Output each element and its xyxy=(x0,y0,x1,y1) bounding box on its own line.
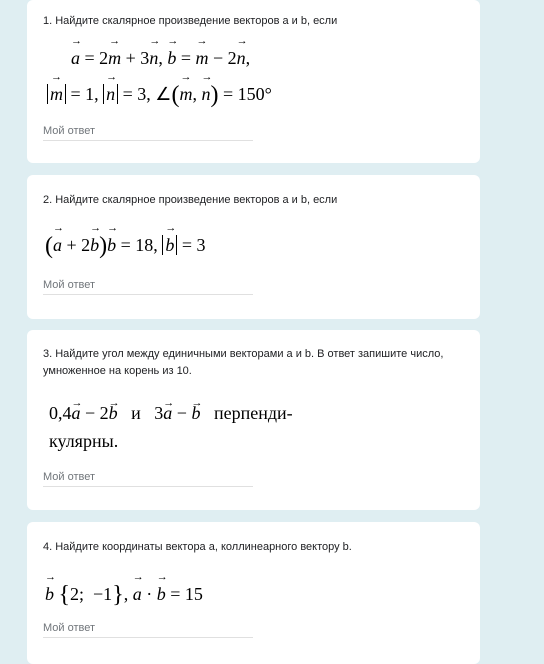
question-card-4 xyxy=(27,522,480,664)
question-formula: (→ a + 2→ b)→ b = 18, → b = 3 xyxy=(45,235,205,256)
question-card-1 xyxy=(27,0,480,163)
question-formula: → m = 1, → n = 3, ∠(→ m, → n) = 150° xyxy=(47,84,272,105)
answer-input[interactable]: Мой ответ xyxy=(43,279,253,295)
answer-input[interactable]: Мой ответ xyxy=(43,471,253,487)
question-card-3 xyxy=(27,330,480,510)
question-title: 2. Найдите скалярное произведение векторов a и b, если xyxy=(43,194,338,206)
formula-text: перпенди- xyxy=(213,403,293,423)
answer-input[interactable]: Мой ответ xyxy=(43,125,253,141)
question-card-2 xyxy=(27,175,480,319)
formula-text: и xyxy=(131,403,141,423)
question-formula: → a = 2→ m + 3→ n, → b = → m − 2→ n, xyxy=(71,48,250,69)
question-formula: 0,4→ a − 2→ b и 3→ a − → b перпенди- xyxy=(49,400,293,426)
question-title: 4. Найдите координаты вектора a, коллинеарного вектору b. xyxy=(43,541,352,553)
question-title: 3. Найдите угол между единичными векторами a и b. В ответ запишите число, умноженное на корень из 10. xyxy=(43,348,444,377)
question-formula: → b {2; −1}, → a · → b = 15 xyxy=(45,584,203,605)
formula-text: кулярны. xyxy=(49,431,119,451)
answer-input[interactable]: Мой ответ xyxy=(43,622,253,638)
question-title: 1. Найдите скалярное произведение векторов a и b, если xyxy=(43,15,338,27)
